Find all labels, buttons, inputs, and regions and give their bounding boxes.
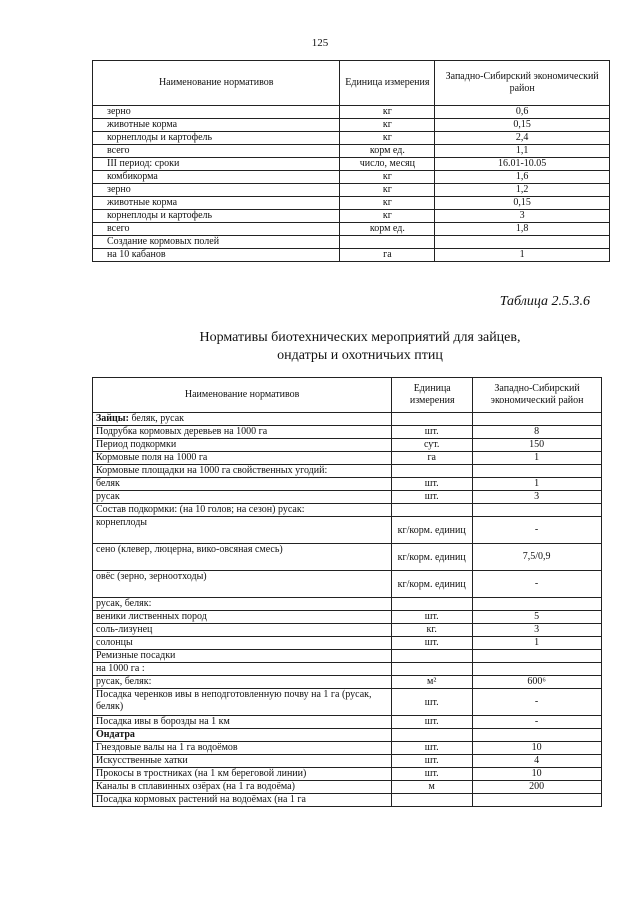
cell-value xyxy=(473,504,602,517)
cell-name-text: Ремизные посадки xyxy=(96,650,176,661)
table-row xyxy=(93,611,602,624)
cell-name: всего xyxy=(93,145,340,158)
cell-value xyxy=(473,598,602,611)
cell-value xyxy=(473,729,602,742)
table-row xyxy=(93,132,610,145)
column-header-unit: Единица измерения xyxy=(392,378,473,413)
cell-unit xyxy=(392,413,473,426)
table-row xyxy=(93,598,602,611)
cell-unit xyxy=(392,465,473,478)
table-row xyxy=(93,650,602,663)
table-row xyxy=(93,637,602,650)
cell-value: 0,15 xyxy=(435,197,610,210)
cell-unit: корм ед. xyxy=(340,145,435,158)
cell-name xyxy=(93,729,392,742)
cell-name-text: соль-лизунец xyxy=(96,624,153,635)
cell-name xyxy=(93,676,392,689)
cell-value xyxy=(473,794,602,807)
cell-name: животные корма xyxy=(93,119,340,132)
cell-name: Создание кормовых полей xyxy=(93,236,340,249)
page-number: 125 xyxy=(311,37,329,49)
cell-value: 1 xyxy=(473,637,602,650)
cell-unit: шт. xyxy=(392,755,473,768)
table-row xyxy=(93,426,602,439)
cell-name-text: Посадка черенков ивы в неподготовленную почву на 1 га (русак, беляк) xyxy=(96,689,372,712)
cell-value: 4 xyxy=(473,755,602,768)
cell-value xyxy=(473,663,602,676)
cell-value: 2,4 xyxy=(435,132,610,145)
cell-value xyxy=(473,650,602,663)
cell-name xyxy=(93,768,392,781)
cell-name xyxy=(93,517,392,544)
table-row xyxy=(93,544,602,571)
cell-name xyxy=(93,663,392,676)
table-row xyxy=(93,236,610,249)
table-row xyxy=(93,197,610,210)
cell-value: 600⁶ xyxy=(473,676,602,689)
cell-name-text: на 1000 га : xyxy=(96,663,145,674)
cell-unit: кг xyxy=(340,106,435,119)
cell-unit xyxy=(392,729,473,742)
cell-value: 0,6 xyxy=(435,106,610,119)
cell-unit: сут. xyxy=(392,439,473,452)
cell-value: 3 xyxy=(473,624,602,637)
table-row xyxy=(93,158,610,171)
cell-unit: м² xyxy=(392,676,473,689)
cell-unit: га xyxy=(392,452,473,465)
cell-name xyxy=(93,452,392,465)
section-heading xyxy=(0,329,640,365)
cell-value: 1,2 xyxy=(435,184,610,197)
cell-unit: шт. xyxy=(392,637,473,650)
table-caption: Таблица 2.5.3.6 xyxy=(499,294,590,309)
column-header-region: Западно-Сибирский экономический район xyxy=(435,61,610,106)
cell-name xyxy=(93,611,392,624)
cell-name: животные корма xyxy=(93,197,340,210)
cell-value: 1 xyxy=(473,452,602,465)
cell-name xyxy=(93,544,392,571)
cell-value xyxy=(435,236,610,249)
cell-name-text: сено (клевер, люцерна, вико-овсяная смесь) xyxy=(96,544,283,555)
table-row xyxy=(93,689,602,716)
cell-value: 1 xyxy=(473,478,602,491)
cell-unit: число, месяц xyxy=(340,158,435,171)
cell-name-text: беляк xyxy=(96,478,120,489)
cell-unit: шт. xyxy=(392,768,473,781)
table-row xyxy=(93,184,610,197)
cell-name-text: Период подкормки xyxy=(96,439,177,450)
table-row xyxy=(93,729,602,742)
cell-name-text: Прокосы в тростниках (на 1 км береговой линии) xyxy=(96,768,307,779)
cell-name-text: Гнездовые валы на 1 га водоёмов xyxy=(96,742,238,753)
table-row xyxy=(93,716,602,729)
cell-name: корнеплоды и картофель xyxy=(93,132,340,145)
cell-unit xyxy=(340,236,435,249)
cell-name xyxy=(93,426,392,439)
cell-value: 16.01-10.05 xyxy=(435,158,610,171)
cell-name: зерно xyxy=(93,106,340,119)
table-row xyxy=(93,781,602,794)
cell-unit: кг xyxy=(340,119,435,132)
column-header-unit: Единица измерения xyxy=(340,61,435,106)
cell-unit: шт. xyxy=(392,491,473,504)
table-row xyxy=(93,676,602,689)
table-row xyxy=(93,223,610,236)
cell-unit xyxy=(392,663,473,676)
cell-name: всего xyxy=(93,223,340,236)
cell-name-text: Искусственные хатки xyxy=(96,755,188,766)
cell-value: 1,8 xyxy=(435,223,610,236)
cell-value: 3 xyxy=(473,491,602,504)
cell-unit: шт. xyxy=(392,689,473,716)
table-row xyxy=(93,439,602,452)
cell-unit: кг xyxy=(340,171,435,184)
cell-value: 5 xyxy=(473,611,602,624)
cell-name-text: Кормовые поля на 1000 га xyxy=(96,452,208,463)
cell-value: 7,5/0,9 xyxy=(473,544,602,571)
cell-name-text: веники лиственных пород xyxy=(96,611,207,622)
cell-name xyxy=(93,571,392,598)
cell-unit: шт. xyxy=(392,611,473,624)
table-row xyxy=(93,478,602,491)
cell-name xyxy=(93,491,392,504)
table-biotech-measures xyxy=(92,377,602,807)
cell-value: - xyxy=(473,689,602,716)
cell-unit: корм ед. xyxy=(340,223,435,236)
cell-unit: шт. xyxy=(392,426,473,439)
cell-value: 0,15 xyxy=(435,119,610,132)
table-body xyxy=(93,413,602,807)
table-row xyxy=(93,663,602,676)
cell-value: 1,6 xyxy=(435,171,610,184)
cell-unit: м xyxy=(392,781,473,794)
cell-name xyxy=(93,598,392,611)
cell-name: на 10 кабанов xyxy=(93,249,340,262)
column-header-region: Западно-Сибирский экономический район xyxy=(473,378,602,413)
cell-value: 1,1 xyxy=(435,145,610,158)
cell-name-text: Посадка ивы в борозды на 1 км xyxy=(96,716,230,727)
table-row xyxy=(93,768,602,781)
table-row xyxy=(93,249,610,262)
table-row xyxy=(93,491,602,504)
cell-name: III период: сроки xyxy=(93,158,340,171)
cell-name-text: русак, беляк: xyxy=(96,676,152,687)
heading-line-2: ондатры и охотничьих птиц xyxy=(277,348,443,363)
cell-value: - xyxy=(473,571,602,598)
cell-unit xyxy=(392,598,473,611)
table-row xyxy=(93,755,602,768)
cell-unit: кг xyxy=(340,184,435,197)
cell-name xyxy=(93,755,392,768)
table-row xyxy=(93,171,610,184)
cell-name-text: Подрубка кормовых деревьев на 1000 га xyxy=(96,426,268,437)
cell-unit xyxy=(392,504,473,517)
cell-value: - xyxy=(473,517,602,544)
cell-name-text: солонцы xyxy=(96,637,133,648)
cell-name xyxy=(93,478,392,491)
cell-name-text: беляк, русак xyxy=(128,413,185,424)
cell-name xyxy=(93,504,392,517)
table-forage-norms xyxy=(92,60,610,262)
table-row xyxy=(93,413,602,426)
cell-value: - xyxy=(473,716,602,729)
cell-value: 200 xyxy=(473,781,602,794)
cell-value xyxy=(473,413,602,426)
cell-name: корнеплоды и картофель xyxy=(93,210,340,223)
table-row xyxy=(93,210,610,223)
table-row xyxy=(93,465,602,478)
table-row xyxy=(93,504,602,517)
cell-unit: шт. xyxy=(392,716,473,729)
table-row xyxy=(93,145,610,158)
cell-unit: кг xyxy=(340,210,435,223)
cell-value: 10 xyxy=(473,768,602,781)
cell-unit xyxy=(392,650,473,663)
cell-name xyxy=(93,716,392,729)
cell-name-text: овёс (зерно, зерноотходы) xyxy=(96,571,207,582)
heading-line-1: Нормативы биотехнических мероприятий для зайцев, xyxy=(199,330,521,345)
cell-unit: шт. xyxy=(392,742,473,755)
cell-value: 1 xyxy=(435,249,610,262)
table-row xyxy=(93,742,602,755)
table-row xyxy=(93,624,602,637)
table-row xyxy=(93,106,610,119)
cell-value xyxy=(473,465,602,478)
cell-name-text: Каналы в сплавинных озёрах (на 1 га водоёма) xyxy=(96,781,295,792)
cell-unit: кг xyxy=(340,132,435,145)
cell-name xyxy=(93,624,392,637)
cell-unit: кг/корм. единиц xyxy=(392,571,473,598)
cell-unit: шт. xyxy=(392,478,473,491)
column-header-name: Наименование нормативов xyxy=(93,378,392,413)
cell-name-text: Состав подкормки: (на 10 голов; на сезон) русак: xyxy=(96,504,305,515)
cell-name xyxy=(93,650,392,663)
cell-unit: кг/корм. единиц xyxy=(392,544,473,571)
cell-name xyxy=(93,781,392,794)
cell-name: зерно xyxy=(93,184,340,197)
cell-name-bold: Ондатра xyxy=(96,729,135,740)
table-body xyxy=(93,106,610,262)
table-row xyxy=(93,794,602,807)
table-row xyxy=(93,571,602,598)
cell-name xyxy=(93,742,392,755)
cell-name xyxy=(93,794,392,807)
cell-unit: кг xyxy=(340,197,435,210)
table-row xyxy=(93,119,610,132)
cell-name xyxy=(93,465,392,478)
cell-name xyxy=(93,439,392,452)
cell-unit: кг/корм. единиц xyxy=(392,517,473,544)
table-row xyxy=(93,517,602,544)
cell-unit: га xyxy=(340,249,435,262)
cell-value: 8 xyxy=(473,426,602,439)
cell-name-text: Кормовые площадки на 1000 га свойственных угодий: xyxy=(96,465,328,476)
cell-name-text: корнеплоды xyxy=(96,517,148,528)
cell-name xyxy=(93,637,392,650)
cell-value: 150 xyxy=(473,439,602,452)
cell-value: 10 xyxy=(473,742,602,755)
column-header-name: Наименование нормативов xyxy=(93,61,340,106)
cell-unit xyxy=(392,794,473,807)
cell-name: комбикорма xyxy=(93,171,340,184)
cell-name-text: Посадка кормовых растений на водоёмах (на 1 га xyxy=(96,794,306,805)
cell-value: 3 xyxy=(435,210,610,223)
cell-name xyxy=(93,689,392,716)
cell-unit: кг. xyxy=(392,624,473,637)
table-row xyxy=(93,452,602,465)
cell-name xyxy=(93,413,392,426)
cell-name-bold: Зайцы: xyxy=(96,413,129,424)
cell-name-text: русак, беляк: xyxy=(96,598,152,609)
cell-name-text: русак xyxy=(96,491,120,502)
